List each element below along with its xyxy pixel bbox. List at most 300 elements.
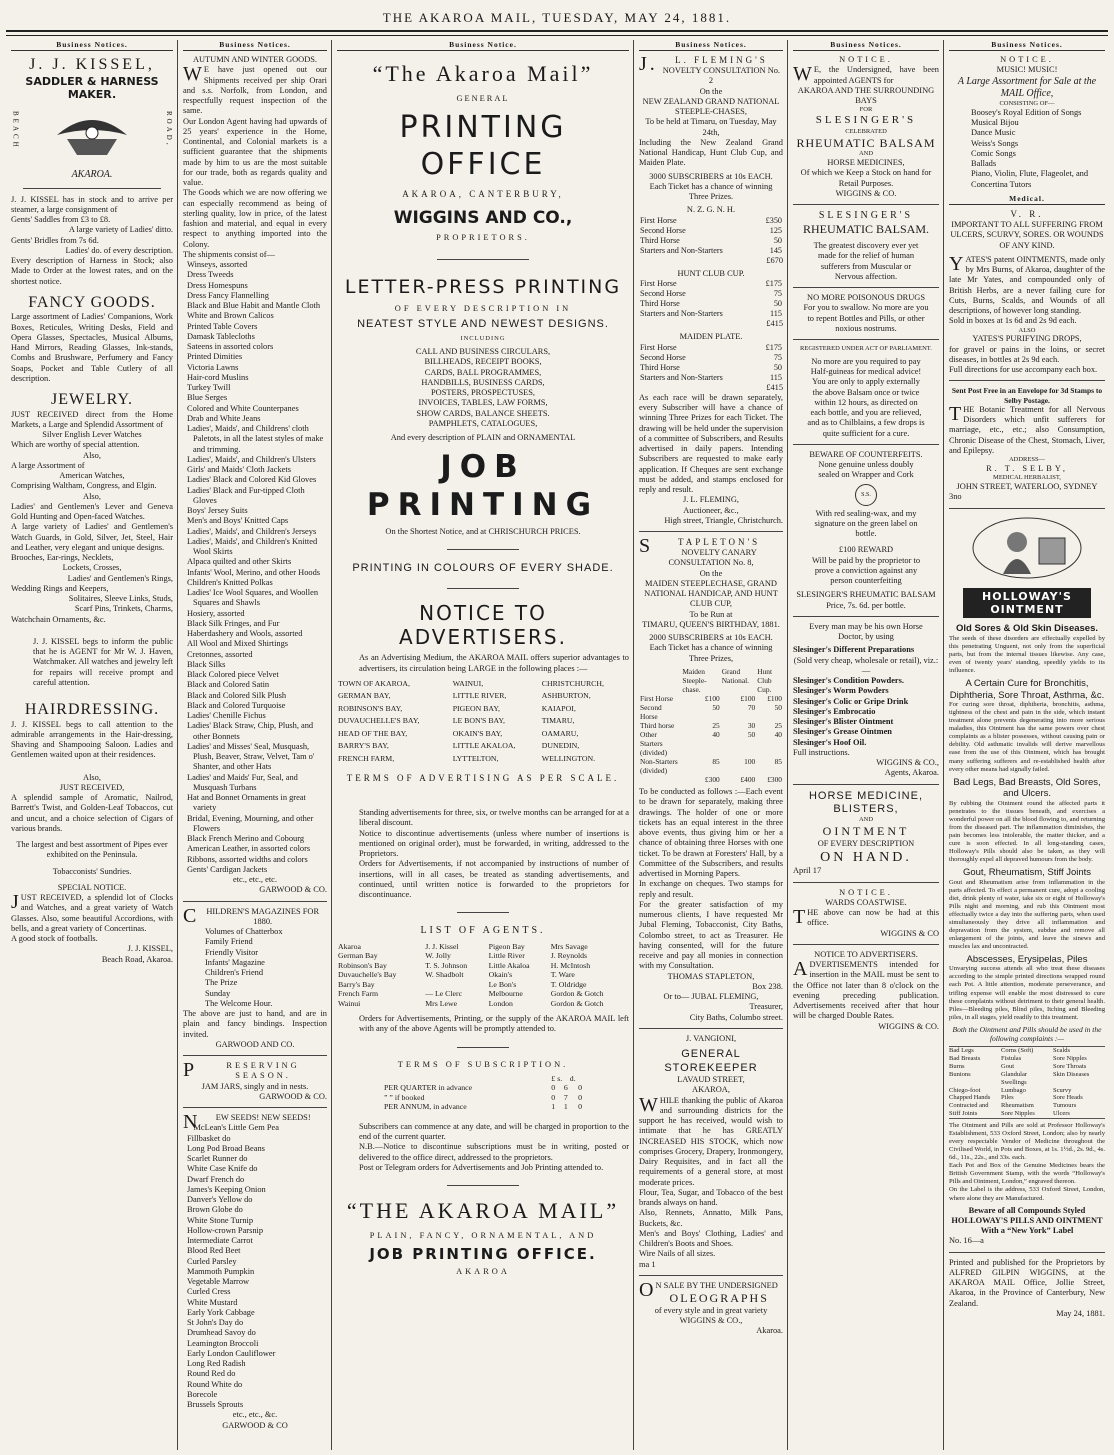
goods-item: Ladies', Maids', and Children's Jerseys <box>187 526 317 536</box>
heading-fancy-goods: FANCY GOODS. <box>28 293 156 311</box>
column-3 <box>334 40 632 1450</box>
paragraph: MEDICAL HERBALIST, <box>993 474 1061 482</box>
saddle-emblem-icon <box>47 105 137 165</box>
paragraph: ma 1 <box>639 1259 656 1269</box>
stapleton-row-cell: 85 <box>774 757 782 767</box>
paragraph: HORSE MEDICINES, <box>827 158 905 168</box>
printing-location: AKAROA, CANTERBURY, <box>402 189 564 200</box>
agents-row-cell: Robinson's Bay <box>338 960 387 970</box>
prize-row-cell: 50 <box>773 299 782 309</box>
places-row-cell: ASHBURTON, <box>541 691 591 701</box>
goods-item: Black French Merino and Cobourg <box>187 834 305 844</box>
places-row-cell: BARRY'S BAY, <box>338 741 389 751</box>
agents-row-cell: Barry's Bay <box>338 979 375 989</box>
goods-item: Blue Serges <box>187 393 228 403</box>
prize-row <box>639 309 783 319</box>
stapleton-row-cell: 25 <box>774 721 782 731</box>
places-row <box>337 740 629 752</box>
music-item: Musical Bijou <box>971 118 1019 128</box>
agents-row-cell: W. Jolly <box>425 951 451 961</box>
goods-item: Ribbons, assorted widths and colors <box>187 854 308 864</box>
places-row-cell: HEAD OF THE BAY, <box>338 728 408 738</box>
goods-item: Ladies' Chenille Fichus <box>187 711 266 721</box>
paragraph: And every description of PLAIN and ORNAMENTAL <box>390 433 576 443</box>
agents-row-cell: Mrs Savage <box>550 941 588 951</box>
magazine-item: The Welcome Hour. <box>205 998 273 1008</box>
complaint-item: Burns <box>949 1062 965 1070</box>
agents-row <box>337 980 629 990</box>
stapleton-row-cell: £300 <box>704 775 720 785</box>
goods-item: All Wool and Mixed Shirtings <box>187 639 289 649</box>
section-head: Medical. <box>949 194 1105 205</box>
complaint-item: Bad Legs <box>949 1046 974 1054</box>
signature: GARWOOD & CO. <box>259 885 327 895</box>
agents-row-cell: — Le Clerc <box>425 989 463 999</box>
places-row-cell: TIMARU, <box>541 716 575 726</box>
goods-item: Black Silk Fringes, and Fur <box>187 618 280 628</box>
imprint: Printed and published for the Proprietors by ALFRED GILPIN WIGGINS, at the AKAROA MAIL Office, Jollie Street, Akaroa, in the Province of Canterbury, New Zealand. <box>949 1257 1105 1308</box>
complaint-item: Contracted and <box>949 1102 989 1110</box>
agents-row-cell: W. Shadbolt <box>425 970 464 980</box>
paragraph: Lockets, Crosses, <box>62 563 122 573</box>
agents-row-cell: T. Ware <box>550 970 575 980</box>
subscription-row-cell: 0 <box>578 1102 582 1112</box>
heading-jewelry: JEWELRY. <box>51 391 133 409</box>
places-row <box>337 728 629 740</box>
goods-item: Children's Knitted Polkas <box>187 577 273 587</box>
goods-item: Gents' Cardigan Jackets <box>187 864 268 874</box>
paragraph: NOVELTY CONSULTATION No. 2 <box>662 66 781 86</box>
printing-item: CARDS, BALL PROGRAMMES, <box>424 367 542 377</box>
seed-item: Early York Cabbage <box>187 1307 255 1317</box>
stapleton-row <box>639 667 783 694</box>
colours-head: PRINTING IN COLOURS OF EVERY SHADE. <box>352 562 614 575</box>
preparation-item: Slesinger's Grease Ointmen <box>793 727 892 737</box>
goods-item: Haberdashery and Wools, assorted <box>187 629 303 639</box>
goods-item: Dress Homespuns <box>187 280 248 290</box>
signature: WIGGINS & CO. <box>878 1021 939 1031</box>
places-row-cell: LYTTELTON, <box>452 753 499 763</box>
goods-item: Ladies' Black and Fur-tipped Cloth Gloves <box>187 485 305 505</box>
complaint-item: Gout <box>1001 1062 1014 1070</box>
paragraph: Also, <box>83 450 101 460</box>
seed-item: Long Pod Broad Beans <box>187 1143 265 1153</box>
horse-medicine-head: HORSE MEDICINE, BLISTERS, <box>808 789 923 816</box>
goods-item: Black and Colored Satin <box>187 680 270 690</box>
paragraph: Gout and Rheumatism arise from inflammation in the parts affected. To effect a permanent cure, adopt a cooling diet, drink plenty of water, take six or eight of Holloway's Pills night and morning, and rub this Ointment most effectually twice a day into the suffering parts, when used simultaneously they drive all inflammation and depravation from the system, subdue and remove all enlargement of the joints, and leave the sinews and muscles lax and uncontracted. <box>949 878 1105 950</box>
magazine-item: The Prize <box>205 978 238 988</box>
music-item: Dance Music <box>971 128 1016 138</box>
paragraph: A large variety of Ladies' and Gentlemen's Watch Guards, in Gold, Silver, Jet, Steel, Hair and Leather, very elegant and unique designs. <box>11 522 173 552</box>
goods-item: Alpaca quilted and other Skirts <box>187 557 292 567</box>
divider <box>457 912 509 913</box>
paragraph: IMPORTANT TO ALL SUFFERING FROM ULCERS, SCURVY, SORES. OR WOUNDS OF ANY KIND. <box>950 220 1104 250</box>
paragraph: On the Label is the address, 533 Oxford Street, London, where alone they are Manufactured. <box>949 1186 1105 1202</box>
paragraph: A good stock of footballs. <box>11 934 98 944</box>
stapleton-row <box>639 721 783 730</box>
holloway-head: A Certain Cure for Bronchitis, Diphtheria, Sore Throat, Asthma, &c. <box>949 678 1105 701</box>
subscription-row <box>383 1074 583 1084</box>
prize-table <box>639 279 783 319</box>
complaint-item: Scalds <box>1053 1046 1070 1054</box>
complaint-item: Sore Nipples <box>1001 1110 1035 1118</box>
complaint-item: Bunions <box>949 1070 971 1078</box>
paragraph: AND <box>858 816 874 824</box>
divider <box>447 588 519 589</box>
agents-table <box>337 942 629 1009</box>
agents-row-cell: Akaroa <box>338 941 361 951</box>
prize-row-cell: 50 <box>773 362 782 372</box>
prize-row <box>639 353 783 363</box>
column-rule <box>177 40 178 1450</box>
paragraph: NOVELTY CANARY CONSULTATION No. 8, <box>668 548 757 568</box>
complaint-item: Skin Diseases <box>1053 1070 1090 1078</box>
prize-row <box>639 226 783 236</box>
seed-item: Brown Globe do <box>187 1205 243 1215</box>
printing-items <box>337 347 629 429</box>
paragraph: TIMARU, QUEEN'S BIRTHDAY, 1881. <box>642 619 780 629</box>
prize-row-cell: Starters and Non-Starters <box>640 245 723 255</box>
stapleton-head: STAPLETON'S <box>639 535 761 558</box>
kissel-trade: SADDLER & HARNESS MAKER. <box>25 74 159 102</box>
places-row-cell: GERMAN BAY, <box>338 691 391 701</box>
paragraph: OINTMENT <box>822 824 910 839</box>
seed-item: White Case Knife do <box>187 1164 258 1174</box>
complaint-item: Chapped Hands <box>949 1094 991 1102</box>
paragraph: Full instructions. <box>793 747 850 757</box>
paragraph: For the greater satisfaction of my numerous clients, I have requested Mr Jubal Fleming, Tobacconist, City Baths, Colombo street, to act as Treasurer. He having consented, will for the future receive and pay all monies in connection with my Consultation. <box>639 899 783 971</box>
subscription-row-cell: 0 <box>551 1092 556 1102</box>
signature: J. J. KISSEL, <box>127 944 173 954</box>
divider <box>23 188 161 189</box>
stapleton-row-cell: £300 <box>767 775 782 785</box>
notice-advertisers-head: NOTICE TO ADVERTISERS. <box>399 600 567 650</box>
complaint-item: Fistulas <box>1001 1054 1022 1062</box>
paragraph: For curing sore throat, diphtheria, bronchitis, asthma, tightness of the chest and pain in the side, which instant treatment alone prevents degenerating into more serious maladies, this Ointment has the same powers over chest complaints as a blister possesses, without causing pain or debility. Old asthmatic invalids will derive marvellous ease from the use of this Ointment, which has brought many suffering sufferers and re-established health after every other means had signally failed. <box>949 701 1105 773</box>
paragraph: By rubbing the Ointment round the affected parts it penetrates to the tissues beneath, and exercises a wonderful power on all the blood flowing to, and returning from the diseased part. The inflammation diminishes, the pain becomes less intolerable, the matter thicker, and a cure is soon effected. In all long-standing cases, Holloway's Pills should also be taken, as they will thoroughly expel all depraved humours from the body. <box>949 799 1105 863</box>
agents-row <box>337 961 629 971</box>
seed-item: Curled Parsley <box>187 1256 237 1266</box>
paragraph: Post or Telegram orders for Advertisements and Job Printing attended to. <box>359 1162 604 1172</box>
complaint-item: Piles <box>1001 1094 1014 1102</box>
goods-item: Black Silks <box>187 659 226 669</box>
stapleton-row <box>639 775 783 784</box>
printing-item: PAMPHLETS, CATALOGUES, <box>428 418 538 428</box>
section-head: Business Notices. <box>639 40 783 51</box>
agents-row-cell: Duvauchelle's Bay <box>338 970 397 980</box>
prize-row-cell: Third Horse <box>640 235 680 245</box>
vangioni-name: J. VANGIONI, <box>685 1033 737 1043</box>
goods-item: Printed Table Covers <box>187 321 258 331</box>
printing-title: “The Akaroa Mail” <box>372 61 594 87</box>
goods-item: Victoria Lawns <box>187 362 239 372</box>
paragraph: In exchange on cheques. Two stamps for reply and result. <box>639 879 783 899</box>
signature: WIGGINS & CO., <box>876 758 939 768</box>
subscription-row-cell: 6 <box>563 1083 568 1093</box>
complaint-item: Rheumatism <box>1001 1102 1034 1110</box>
paragraph: (Sold very cheap, wholesale or retail), viz.:— <box>793 655 939 675</box>
paragraph: MAIDEN PLATE. <box>679 332 743 342</box>
paragraph: Ladies' and Gentlemen's Lever and Geneva Gold Hunting and Open-faced Watches. <box>11 501 173 522</box>
section-head: Business Notices. <box>949 40 1105 51</box>
section-head: Business Notice. <box>337 40 629 51</box>
stapleton-row-cell: Hunt Club Cup. <box>757 666 773 694</box>
paragraph: Men's and Boys' Clothing, Ladies' and Children's Boots and Shoes. <box>639 1228 783 1249</box>
signature: WIGGINS & CO., <box>679 1315 743 1325</box>
paragraph: HUNT CLUB CUP. <box>677 268 745 278</box>
printing-proprietors: PROPRIETORS. <box>436 233 530 243</box>
complaint-item: Glandular Swellings <box>1001 1070 1027 1086</box>
agents-row <box>337 999 629 1009</box>
paragraph: Beware of all Compounds Styled <box>968 1205 1086 1215</box>
seed-item: St John's Day do <box>187 1318 244 1328</box>
paragraph: Each Ticket has a chance of winning Three Prizes, <box>649 643 773 663</box>
goods-item: Ladies' Black and Colored Kid Gloves <box>187 475 317 485</box>
paragraph: J. J. KISSEL has in stock and to arrive per steamer, a large consignment of <box>11 194 173 214</box>
prize-row <box>639 289 783 299</box>
signature: Or to— JUBAL FLEMING, <box>663 992 759 1002</box>
paragraph: None genuine unless doubly sealed on Wrapper and Cork <box>818 460 914 480</box>
seed-item: Round White do <box>187 1379 243 1389</box>
footer-line: PLAIN, FANCY, ORNAMENTAL, AND <box>369 1230 597 1240</box>
paragraph: Watchchain Ornaments, &c. <box>11 614 106 624</box>
prize-total: £415 <box>766 382 783 392</box>
holloway-engraving-icon <box>967 514 1087 584</box>
subscription-row <box>383 1102 583 1112</box>
prize-row-cell: £175 <box>765 342 782 352</box>
printing-item: POSTERS, PROSPECTUSES, <box>430 388 536 398</box>
prize-total: £415 <box>766 319 783 329</box>
agents-row-cell: Gordon & Gotch <box>550 989 604 999</box>
paragraph: American Watches, <box>59 471 125 481</box>
agents-row-cell: Gordon & Gotch <box>550 998 604 1008</box>
seed-item: McLean's Little Gem Pea <box>193 1123 279 1133</box>
paragraph: JUST RECEIVED direct from the Home Markets, a Large and Splendid Assortment of <box>11 409 173 429</box>
preparation-list <box>793 676 939 748</box>
seal-icon: S.S. <box>855 484 877 506</box>
seed-item: Hollow-crown Parsnip <box>187 1225 264 1235</box>
goods-item: Girls' and Maids' Cloth Jackets <box>187 465 291 475</box>
paragraph: Every description of Harness in Stock; also Made to Order at the lowest rates, and on the shortest notice. <box>11 256 173 286</box>
places-row <box>337 753 629 765</box>
holloway-head: Gout, Rheumatism, Stiff Joints <box>962 866 1092 878</box>
signature: GARWOOD & CO <box>222 1420 288 1430</box>
music-item: Piano, Violin, Flute, Flageolet, and Concertina Tutors <box>971 169 1089 189</box>
paragraph: Each Pot and Box of the Genuine Medicines bears the British Government Stamp, with the words “Holloway's Pills and Ointment, London,” engraved thereon. <box>949 1162 1105 1186</box>
agents-row <box>337 970 629 980</box>
paragraph: To be held at Timaru, on Tuesday, May 24th, <box>645 117 777 137</box>
preparation-item: Slesinger's Colic or Gripe Drink <box>793 696 909 706</box>
prize-row <box>639 343 783 353</box>
paragraph: 3000 SUBSCRIBERS at 10s EACH. <box>649 171 773 181</box>
paragraph: On the <box>699 86 723 96</box>
agents-row <box>337 989 629 999</box>
seed-item: Intermediate Carrot <box>187 1236 253 1246</box>
holloway-head: Bad Legs, Bad Breasts, Old Sores, and Ulcers. <box>953 776 1101 800</box>
goods-item: Ladies', Maids', and Childrens' cloth Paletots, in all the latest styles of make and trimming. <box>187 424 324 454</box>
goods-item: Damask Tablecloths <box>187 331 255 341</box>
stapleton-row <box>639 703 783 721</box>
heading-childrens-magazines: CHILDREN'S MAGAZINES FOR 1880. <box>183 904 320 927</box>
column-rule <box>633 40 634 1450</box>
goods-item: Sateens in assorted colors <box>187 342 274 352</box>
column-rule <box>787 40 788 1450</box>
column-2 <box>180 40 330 1450</box>
goods-item: Cretonnes, assorted <box>187 649 253 659</box>
paragraph: Standing advertisements for three, six, or twelve months can be arranged for at a liberal discount. <box>359 808 630 828</box>
heading-preserving: PRESERVING SEASON. <box>183 1059 300 1082</box>
complaint-item: Ulcers <box>1053 1110 1070 1118</box>
divider <box>457 1047 509 1048</box>
paragraph: Large assortment of Ladies' Companions, Work Boxes, Reticules, Writing Desks, Field and Opera Glasses, Spectacles, Musical Albums, Hand Mirrors, Reading Glasses, Ink-stands, Combs and Brushware, Perfumery and Fancy Soaps, Pocket and Table Cutlery of all description. <box>11 312 173 383</box>
music-item: Weiss's Songs <box>971 138 1019 148</box>
paragraph: Tobacconists' Sundries. <box>52 866 132 876</box>
stapleton-row-cell: 50 <box>747 730 756 740</box>
preparation-item: Slesinger's Embrocatio <box>793 706 876 716</box>
paragraph: Each Ticket has a chance of winning Three Prizes. <box>649 181 773 202</box>
column-6 <box>946 40 1108 1450</box>
masthead: THE AKAROA MAIL, TUESDAY, MAY 24, 1881. <box>382 10 732 25</box>
column-rule <box>943 40 944 1450</box>
stapleton-row-cell: 30 <box>747 721 756 731</box>
seed-item: Early London Cauliflower <box>187 1348 276 1358</box>
goods-list <box>183 260 327 875</box>
paragraph: Ladies' and Gentlemen's Rings, <box>67 573 173 583</box>
side-label-beach: BEACH <box>11 111 20 151</box>
places-table <box>337 678 629 765</box>
paragraph: WARDS COASTWISE. <box>825 897 907 907</box>
seed-item: Borecole <box>187 1389 218 1399</box>
kissel-emblem <box>11 105 173 169</box>
paragraph: No. 16—a <box>949 1236 984 1246</box>
prize-row-cell: 115 <box>770 309 782 319</box>
paragraph: Of which we Keep a Stock on hand for Retail Purposes. <box>800 168 932 188</box>
seed-list <box>183 1123 327 1410</box>
agents-row-cell: Little River <box>488 951 525 961</box>
prize-row-cell: 50 <box>773 235 782 245</box>
paragraph: Slesinger's Different Preparations <box>793 645 915 655</box>
signature: Beach Road, Akaroa. <box>101 954 173 964</box>
agents-row <box>337 942 629 952</box>
seed-item: White Mustard <box>187 1297 238 1307</box>
paragraph: N. Z. G. N. H. <box>686 205 736 215</box>
complaint-item: Corns (Soft) <box>1001 1046 1034 1054</box>
paragraph: ON HAND. <box>820 850 912 866</box>
paragraph: For you to swallow. No more are you to repent Bottles and Pills, or other noxious nostrums. <box>803 303 929 333</box>
places-row-cell: DUVAUCHELLE'S BAY, <box>338 716 420 726</box>
agents-row-cell: French Farm <box>338 989 379 999</box>
goods-item: Printed Dimities <box>187 352 243 362</box>
stapleton-row-cell: First Horse <box>640 693 674 703</box>
paragraph: JOHN STREET, WATERLOO, SYDNEY <box>956 482 1098 492</box>
agents-row-cell <box>424 980 487 990</box>
prize-table <box>639 343 783 383</box>
stapleton-row-cell: 40 <box>774 730 782 740</box>
paragraph: The greatest discovery ever yet made for the relief of human sufferers from Muscular or Nervous affection. <box>813 241 919 281</box>
paragraph: A large Assortment of <box>11 460 85 470</box>
holloway-head: Abscesses, Erysipelas, Piles <box>966 953 1088 965</box>
magazine-item: Children's Friend <box>205 968 264 978</box>
notice-head: NOTICE. <box>1000 55 1054 65</box>
printing-item: SHOW CARDS, BALANCE SHEETS. <box>416 408 550 418</box>
subscription-row-cell: ” ” if booked <box>384 1092 425 1102</box>
prize-row-cell: £175 <box>765 279 782 289</box>
subscription-table <box>383 1074 583 1112</box>
paragraph: Gents' Saddles from £3 to £8. <box>11 215 111 225</box>
column-4 <box>636 40 786 1450</box>
paragraph: Volumes of Chatterbox <box>205 927 283 937</box>
prize-row-cell: Second Horse <box>640 289 686 299</box>
prize-row-cell: First Horse <box>640 342 677 352</box>
stapleton-row-cell: Maiden Steeple-chase. <box>682 666 707 694</box>
magazine-item: Family Friend <box>205 937 253 947</box>
paragraph: ADDRESS— <box>1008 456 1046 463</box>
subscription-row-cell: £ <box>551 1073 556 1083</box>
goods-item: Black Colored piece Velvet <box>187 670 279 680</box>
paragraph: INCLUDING <box>460 335 506 343</box>
preparation-item: Slesinger's Condition Powders. <box>793 676 904 686</box>
fleming-head: J.L. FLEMING'S <box>639 53 768 76</box>
prize-row-cell: Second Horse <box>640 352 686 362</box>
agents-row-cell: Le Bon's <box>488 979 517 989</box>
signature: GARWOOD & CO. <box>259 1091 327 1101</box>
divider <box>437 259 529 260</box>
paragraph: etc., etc., etc. <box>233 875 277 885</box>
section-head: Business Notices. <box>11 40 173 51</box>
paragraph: Which are worthy of special attention. <box>11 440 140 450</box>
paragraph: Scarf Pins, Trinkets, Charms, <box>74 604 173 614</box>
paragraph: CELEBRATED <box>845 127 887 135</box>
seed-item: Drumhead Savoy do <box>187 1328 256 1338</box>
seed-item: Round Red do <box>187 1369 236 1379</box>
goods-item: Ladies' Ice Wool Squares, and Woollen Squares and Shawls <box>187 588 319 608</box>
goods-item: Ladies', Maids', and Children's Ulsters <box>187 454 316 464</box>
paragraph: To be Run at <box>689 609 733 619</box>
subscription-row-cell: 7 <box>563 1092 568 1102</box>
places-row-cell: WAINUI, <box>452 678 484 688</box>
paragraph: NO MORE POISONOUS DRUGS <box>807 293 925 302</box>
places-row-cell: OAMARU, <box>541 728 579 738</box>
printing-subtitle: GENERAL <box>456 93 510 103</box>
paragraph: WE, the Undersigned, have been appointed AGENTS for <box>793 63 939 86</box>
seed-item: Long Red Radish <box>187 1359 246 1369</box>
vangioni-trade: GENERAL STOREKEEPER <box>664 1048 758 1074</box>
signature: Akaroa. <box>756 1326 783 1336</box>
goods-item: Ladies', Maids', and Children's Knitted Wool Skirts <box>187 536 318 557</box>
seed-item: Fillbasket do <box>187 1133 231 1143</box>
prize-row <box>639 299 783 309</box>
notice-advertisers-head: NOTICE TO ADVERTISERS. <box>814 949 918 959</box>
paragraph: Also, Rennets, Annatto, Milk Pans, Buckets, &c. <box>639 1208 783 1228</box>
paragraph: With red sealing-wax, and my signature on the green label on bottle. <box>814 508 918 539</box>
paragraph: The Ointment and Pills are sold at Professor Holloway's Establishment, 533 Oxford Street, London; also by nearly every respectable Vendor of Medicine throughout the Civilised World, in Pots and Boxes, at 1s. 1½d., 2s. 9d., 4s. 6d., 11s., 22s., and 33s. each. <box>949 1122 1105 1162</box>
paragraph: Notice to discontinue advertisements (unless where number of insertions is mentioned on original order), must be forwarded, in writing, addressed to the Proprietors. <box>359 828 629 859</box>
magazine-list <box>183 937 327 1009</box>
signature: Treasurer, <box>749 1002 783 1012</box>
agents-row-cell: Melbourne <box>488 989 523 999</box>
seed-item: White Stone Turnip <box>187 1215 254 1225</box>
printing-item: BILLHEADS, RECEIPT BOOKS, <box>424 357 542 367</box>
stapleton-row-cell: £100 <box>740 693 756 703</box>
paragraph: Flour, Tea, Sugar, and Tobacco of the best brands always on hand. <box>639 1187 783 1208</box>
preparation-item: Slesinger's Blister Ointment <box>793 717 894 727</box>
paragraph: The Goods which we are now offering we can especially recommend as being of sterling quality, low in price, of the latest fashion and material, and equal in every respect to anything imported into the Colony. <box>183 188 327 249</box>
section-head: Business Notices. <box>183 40 327 51</box>
prize-row-cell: Starters and Non-Starters <box>640 309 723 319</box>
stapleton-row-cell <box>639 775 681 784</box>
paragraph: JUST RECEIVED, a splendid lot of Clocks and Watches, and a great variety of Watch Glasses. Also, some beautiful Accordions, with bells, and a great variety of Concertinas. <box>11 891 173 933</box>
places-row-cell: LITTLE RIVER, <box>452 691 507 701</box>
